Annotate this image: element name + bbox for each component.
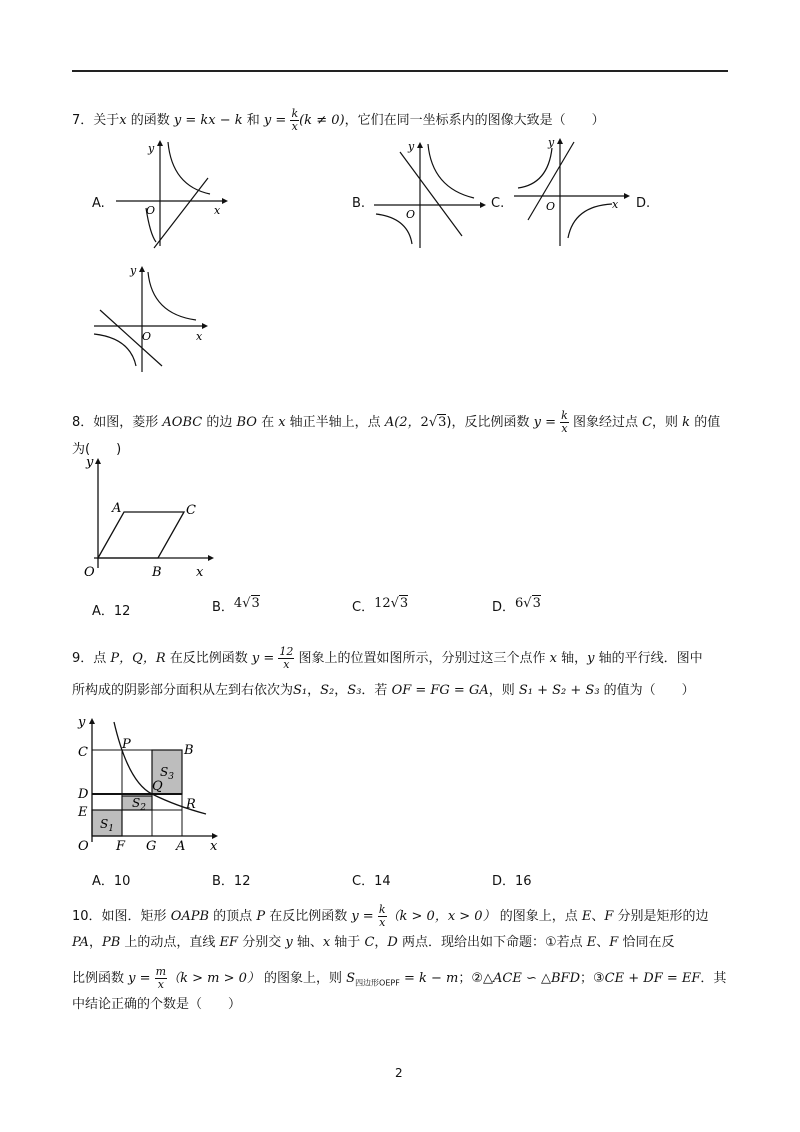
q9-label-x: x bbox=[210, 839, 218, 854]
q8-label-x: x bbox=[196, 565, 204, 580]
q10-stem-line1: 10．如图．矩形 OAPB 的顶点 P 在反比例函数 y = $\frac{k}{x}$ （k > 0，x > 0） 的图象上，点 E、F 分别是矩形的边 bbox=[72, 903, 709, 929]
q10-stem-line2: PA，PB 上的动点，直线 EF 分别交 y 轴、x 轴于 C，D 两点．现给出如下命题：①若点 E、F 恰同在反 bbox=[72, 935, 675, 950]
header-rule bbox=[72, 70, 728, 72]
q7-graph-b bbox=[370, 138, 488, 250]
q8-label-b: B bbox=[152, 565, 162, 580]
q9-stem-line1: 9．点 P，Q，R 在反比例函数 y = $\frac{12}{x}$ 图象上的位置如图所示，分别过这三个点作 x 轴，y 轴的平行线．图中 bbox=[72, 645, 703, 671]
q9-label-f: F bbox=[116, 839, 126, 854]
q8-func-fraction: $\frac{k}{x}$ bbox=[561, 409, 568, 435]
q8-label-a: A bbox=[112, 501, 122, 516]
q8-option-b[interactable]: B．4√3 bbox=[212, 596, 260, 615]
q7-option-d[interactable]: D. bbox=[636, 196, 651, 211]
q8-label-y: y bbox=[86, 455, 94, 470]
q8-option-c[interactable]: C．12√3 bbox=[352, 596, 409, 615]
q9-label-a: A bbox=[176, 839, 186, 854]
q7-func1: y = kx − k bbox=[173, 113, 243, 128]
q9-option-d[interactable]: D．16 bbox=[492, 874, 532, 889]
q10-stem-line3: 比例函数 y = $\frac{m}{x}$ （k > m > 0） 的图象上，则 $S_{四边形OEPF} = k - m$；②△ACE ∽ △BFD；③CE + DF = EF．其 bbox=[72, 965, 727, 991]
q7-graph-a bbox=[110, 138, 230, 250]
q7-option-c[interactable]: C. bbox=[491, 196, 505, 211]
q9-label-c: C bbox=[78, 745, 88, 760]
q7-option-b[interactable]: B. bbox=[352, 196, 366, 211]
q7-a-x-label: x bbox=[214, 204, 221, 217]
q8-stem-line2: 为( ) bbox=[72, 442, 122, 457]
q9-label-b: B bbox=[184, 743, 194, 758]
q9-func-fraction: $\frac{12}{x}$ bbox=[279, 645, 294, 671]
q9-label-q: Q bbox=[152, 779, 163, 794]
q7-func2-fraction: $\frac{k}{x}$ bbox=[291, 107, 299, 133]
q9-label-d: D bbox=[78, 787, 89, 802]
q9-option-a[interactable]: A．10 bbox=[92, 874, 131, 889]
q7-a-y-label: y bbox=[148, 142, 155, 155]
q7-d-origin: O bbox=[142, 330, 152, 343]
q7-stem: 7．关于x 的函数 y = kx − k 和 y = $\frac{k}{x}$ (k ≠ 0)，它们在同一坐标系内的图像大致是（ ） bbox=[72, 107, 605, 133]
q9-option-b[interactable]: B．12 bbox=[212, 874, 251, 889]
q9-number: 9． bbox=[72, 651, 94, 666]
q7-graph-d bbox=[90, 262, 212, 374]
q9-label-r: R bbox=[186, 797, 196, 812]
q7-number: 7． bbox=[72, 113, 94, 128]
q7-c-y-label: y bbox=[548, 136, 555, 149]
q8-stem-line1: 8．如图，菱形 AOBC 的边 BO 在 x 轴正半轴上，点 A(2，2√3)，反比例函数 y = $\frac{k}{x}$ 图象经过点 C，则 k 的值 bbox=[72, 409, 721, 435]
q9-stem-line2: 所构成的阴影部分面积从左到右依次为S₁，S₂，S₃．若 OF = FG = GA，则 S₁ + S₂ + S₃ 的值为（ ） bbox=[72, 683, 695, 698]
q7-b-y-label: y bbox=[408, 140, 415, 153]
q7-b-origin: O bbox=[406, 208, 416, 221]
q9-label-s2: $S_2$ bbox=[132, 796, 146, 813]
q7-c-origin: O bbox=[546, 200, 556, 213]
q10-func-fraction: $\frac{k}{x}$ bbox=[378, 903, 386, 929]
q8-rhombus-graph bbox=[72, 452, 222, 582]
q9-label-p: P bbox=[122, 737, 131, 752]
q8-option-d[interactable]: D．6√3 bbox=[492, 596, 541, 615]
q9-option-c[interactable]: C．14 bbox=[352, 874, 391, 889]
q7-d-x-label: x bbox=[196, 330, 203, 343]
page-number: 2 bbox=[395, 1066, 403, 1080]
q7-d-y-label: y bbox=[130, 264, 137, 277]
q8-label-o: O bbox=[84, 565, 95, 580]
q10-func2-fraction: $\frac{m}{x}$ bbox=[155, 965, 167, 991]
q8-label-c: C bbox=[186, 503, 196, 518]
q8-option-a[interactable]: A．12 bbox=[92, 604, 131, 619]
q9-label-y: y bbox=[78, 715, 86, 730]
q7-c-x-label: x bbox=[612, 198, 619, 211]
q9-label-o: O bbox=[78, 839, 89, 854]
q7-graph-c bbox=[508, 134, 632, 248]
q10-stem-line4: 中结论正确的个数是（ ） bbox=[72, 997, 242, 1012]
q7-option-a[interactable]: A. bbox=[92, 196, 105, 211]
q7-a-origin: O bbox=[146, 204, 156, 217]
q9-label-g: G bbox=[146, 839, 157, 854]
q9-label-e: E bbox=[78, 805, 88, 820]
q9-label-s1: $S_1$ bbox=[100, 817, 114, 834]
q10-number: 10． bbox=[72, 909, 102, 924]
q8-number: 8． bbox=[72, 415, 94, 430]
q9-label-s3: $S_3$ bbox=[160, 765, 174, 782]
q9-graph bbox=[72, 712, 222, 856]
